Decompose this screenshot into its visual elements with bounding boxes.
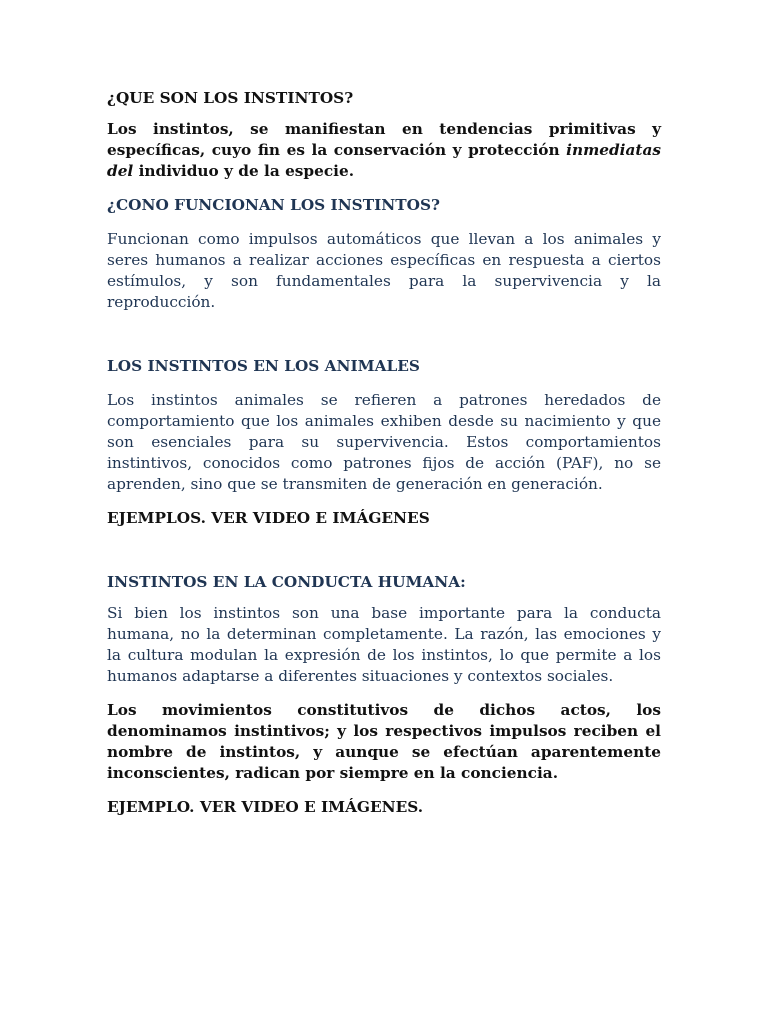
definicion-text-italic: inmediatas del xyxy=(107,141,661,180)
heading-instintos-animales: LOS INSTINTOS EN LOS ANIMALES xyxy=(107,357,420,375)
document-page xyxy=(107,88,661,818)
heading-conducta-humana: INSTINTOS EN LA CONDUCTA HUMANA: xyxy=(107,573,466,591)
examples-animales-note: EJEMPLOS. VER VIDEO E IMÁGENES xyxy=(107,509,430,527)
example-humana-note: EJEMPLO. VER VIDEO E IMÁGENES. xyxy=(107,798,424,816)
paragraph-funcionamiento: Funcionan como impulsos automáticos que llevan a los animales y seres humanos a realizar acciones específicas en respuesta a ciertos estímulos, y son fundamentales para la supervivencia y la reproducción. xyxy=(107,230,661,311)
heading-como-funcionan: ¿CONO FUNCIONAN LOS INSTINTOS? xyxy=(107,196,440,214)
paragraph-definicion-instintos xyxy=(107,119,661,182)
heading-que-son-instintos: ¿QUE SON LOS INSTINTOS? xyxy=(107,89,354,107)
paragraph-conducta-humana: Si bien los instintos son una base importante para la conducta humana, no la determinan completamente. La razón, las emociones y la cultura modulan la expresión de los instintos, lo que permite a los humanos adaptarse a diferentes situaciones y contextos sociales. xyxy=(107,604,661,685)
paragraph-instintos-animales: Los instintos animales se refieren a patrones heredados de comportamiento que los animales exhiben desde su nacimiento y que son esenciales para su supervivencia. Estos comportamientos instintivos, conocidos como patrones fijos de acción (PAF), no se aprenden, sino que se transmiten de generación en generación. xyxy=(107,391,661,493)
definicion-text-part1: Los instintos, se manifiestan en tendencias primitivas y específicas, cuyo fin es la conservación y protección xyxy=(107,120,661,159)
paragraph-movimientos-constitutivos: Los movimientos constitutivos de dichos actos, los denominamos instintivos; y los respectivos impulsos reciben el nombre de instintos, y aunque se efectúan aparentemente inconscientes, radican por siempre en la conciencia. xyxy=(107,701,661,782)
definicion-text-part2: individuo y de la especie. xyxy=(133,162,355,180)
